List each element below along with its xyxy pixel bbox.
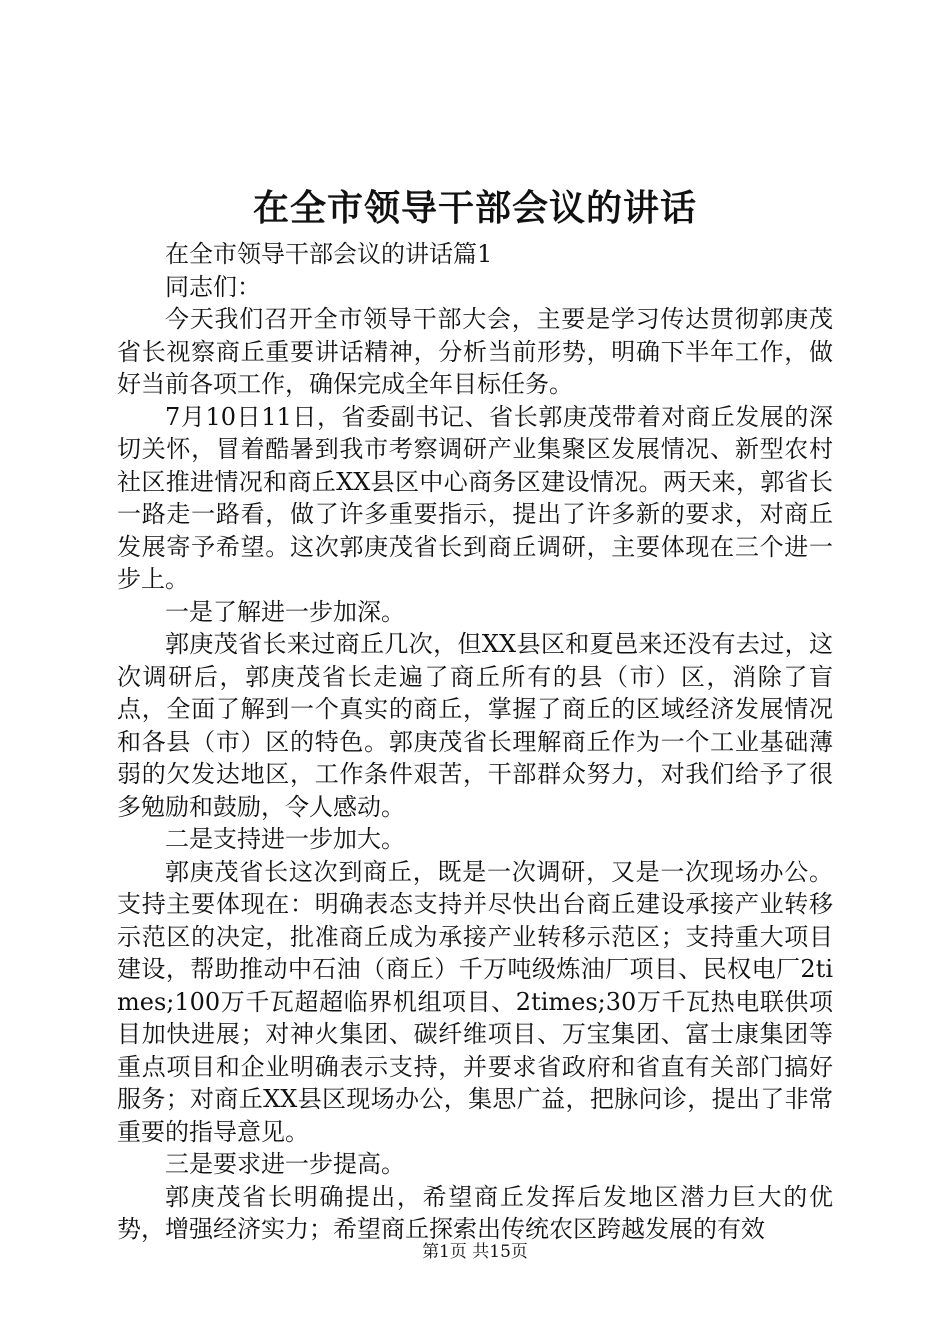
document-body [117, 238, 833, 1246]
paragraph-point-heading: 三是要求进一步提高。 [165, 1150, 405, 1178]
paragraph: 郭庚茂省长这次到商丘，既是一次调研，又是一次现场办公。支持主要体现在：明确表态支持并尽快出台商丘建设承接产业转移示范区的决定，批准商丘成为承接产业转移示范区；支持重大项目建设，帮助推动中石油（商丘）千万吨级炼油厂项目、民权电厂2times;100万千瓦超超临界机组项目、2times;30万千瓦热电联供项目加快进展；对神火集团、碳纤维项目、万宝集团、富士康集团等重点项目和企业明确表示支持，并要求省政府和省直有关部门搞好服务；对商丘XX县区现场办公，集思广益，把脉问诊，提出了非常重要的指导意见。 [117, 857, 833, 1146]
paragraph-point-heading: 二是支持进一步加大。 [165, 825, 405, 853]
paragraph: 7月10日11日，省委副书记、省长郭庚茂带着对商丘发展的深切关怀，冒着酷暑到我市考察调研产业集聚区发展情况、新型农村社区推进情况和商丘XX县区中心商务区建设情况。两天来，郭省长一路走一路看，做了许多重要指示，提出了许多新的要求，对商丘发展寄予希望。这次郭庚茂省长到商丘调研，主要体现在三个进一步上。 [117, 402, 833, 593]
paragraph-heading: 在全市领导干部会议的讲话篇1 [165, 240, 493, 268]
page-footer: 第1页 共15页 [422, 1242, 528, 1262]
paragraph: 郭庚茂省长明确提出，希望商丘发挥后发地区潜力巨大的优势，增强经济实力；希望商丘探索出传统农区跨越发展的有效 [117, 1182, 833, 1243]
paragraph-salutation: 同志们： [165, 272, 261, 301]
document-title: 在全市领导干部会议的讲话 [252, 187, 697, 229]
paragraph-point-heading: 一是了解进一步加深。 [165, 597, 405, 626]
paragraph: 今天我们召开全市领导干部大会，主要是学习传达贯彻郭庚茂省长视察商丘重要讲话精神，分析当前形势，明确下半年工作，做好当前各项工作，确保完成全年目标任务。 [117, 305, 833, 398]
paragraph: 郭庚茂省长来过商丘几次，但XX县区和夏邑来还没有去过，这次调研后，郭庚茂省长走遍了商丘所有的县（市）区，消除了盲点，全面了解到一个真实的商丘，掌握了商丘的区域经济发展情况和各县（市）区的特色。郭庚茂省长理解商丘作为一个工业基础薄弱的欠发达地区，工作条件艰苦，干部群众努力，对我们给予了很多勉励和鼓励，令人感动。 [117, 630, 833, 821]
